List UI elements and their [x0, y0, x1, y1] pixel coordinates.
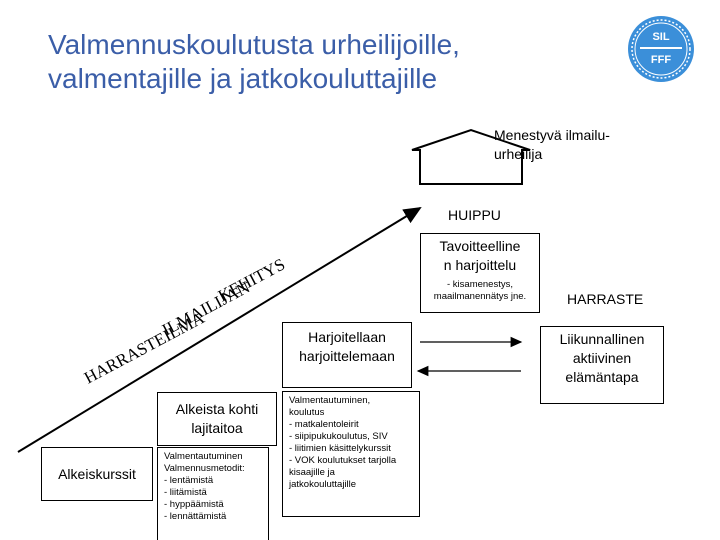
- valmentautuminen-koulutus-box: [282, 391, 420, 517]
- kehitys-text: KEHITYS: [214, 254, 289, 306]
- harrastelija-text: HARRASTEILMA: [80, 308, 208, 388]
- tavoitteellinen-title-2: n harjoittelu: [443, 257, 517, 273]
- page-title: Valmennuskoulutusta urheilijoille, valmentajille ja jatkokouluttajille: [48, 29, 460, 94]
- valmentautuminen-koulutus-item: - liitimien käsittelykurssit: [289, 443, 391, 454]
- alkeista-line-2: lajitaitoa: [191, 420, 243, 436]
- valmentautuminen-metodit-item: - hyppäämistä: [164, 499, 224, 510]
- liikunnallinen-line-1: Liikunnallinen: [559, 331, 645, 347]
- goal-label: [494, 126, 610, 164]
- tavoitteellinen-box: [420, 233, 540, 313]
- alkeista-box: [157, 392, 277, 446]
- tavoitteellinen-sub-2: maailmanennätys jne.: [433, 291, 527, 302]
- valmentautuminen-koulutus-list: [289, 395, 419, 491]
- valmentautuminen-metodit-item: - lennättämistä: [164, 511, 227, 522]
- tavoitteellinen-title-1: Tavoitteelline: [439, 238, 521, 254]
- valmentautuminen-koulutus-item: - VOK koulutukset tarjolla: [289, 455, 397, 466]
- valmentautuminen-metodit-item: Valmennusmetodit:: [164, 463, 245, 474]
- alkeista-line-1: Alkeista kohti: [175, 401, 259, 417]
- harraste-label: HARRASTE: [567, 291, 644, 307]
- harjoitellaan-box: [282, 322, 412, 388]
- goal-line-2: urheilija: [494, 146, 543, 162]
- alkeiskurssit-label: Alkeiskurssit: [58, 466, 136, 482]
- liikunnallinen-line-3: elämäntapa: [565, 369, 639, 385]
- tavoitteellinen-sub-1: - kisamenestys,: [447, 279, 513, 290]
- logo-top-text: SIL: [652, 31, 670, 43]
- goal-line-1: Menestyvä ilmailu-: [494, 127, 610, 143]
- valmentautuminen-koulutus-item: kisaajille ja: [289, 467, 335, 478]
- valmentautuminen-koulutus-item: - matkalentoleirit: [289, 419, 359, 430]
- valmentautuminen-metodit-box: [157, 447, 269, 540]
- valmentautuminen-metodit-item: - lentämistä: [164, 475, 214, 486]
- valmentautuminen-koulutus-item: jatkokouluttajille: [289, 479, 357, 490]
- alkeiskurssit-box: [41, 447, 153, 501]
- valmentautuminen-metodit-item: Valmentautuminen: [164, 451, 243, 462]
- ilmailijan-text: ILMAILIJAN: [158, 277, 253, 340]
- huippu-label: HUIPPU: [448, 207, 501, 223]
- valmentautuminen-koulutus-item: - siipipukukoulutus, SIV: [289, 431, 388, 442]
- logo-bottom-text: FFF: [650, 54, 672, 66]
- valmentautuminen-metodit-list: [164, 451, 268, 523]
- harjoitellaan-line-2: harjoittelemaan: [299, 348, 395, 364]
- valmentautuminen-koulutus-item: koulutus: [289, 407, 325, 418]
- liikunnallinen-box: [540, 326, 664, 404]
- harjoitellaan-line-1: Harjoitellaan: [308, 329, 386, 345]
- valmentautuminen-koulutus-item: Valmentautuminen,: [289, 395, 371, 406]
- valmentautuminen-metodit-item: - liitämistä: [164, 487, 207, 498]
- liikunnallinen-line-2: aktiivinen: [572, 350, 632, 366]
